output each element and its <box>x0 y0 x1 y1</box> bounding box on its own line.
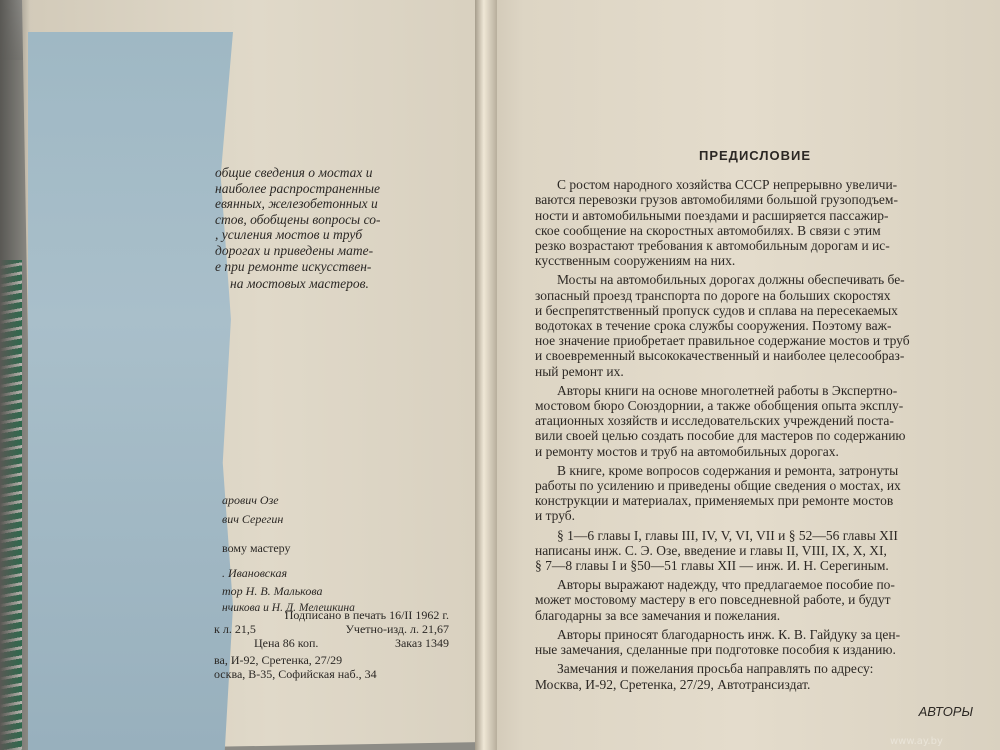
imprint-order: Заказ 1349 <box>394 636 449 650</box>
text-line: зопасный проезд транспорта по дороге на больших скоростях <box>535 287 891 303</box>
text-line: ности и автомобильными поездами и расширяется пассажир- <box>535 207 889 223</box>
credit-tech-editor: тор Н. В. Малькова <box>222 584 323 598</box>
text-line: конструкции и материалах, применяемых при ремонте мостов <box>535 493 894 509</box>
preface-paragraph <box>535 272 975 378</box>
text-line: Авторы книги на основе многолетней работы в Экспертно- <box>557 382 898 398</box>
left-line: общие сведения о мостах и <box>215 165 373 180</box>
text-line: С ростом народного хозяйства СССР непрерывно увеличи- <box>557 177 898 193</box>
text-line: ное значение приобретает правильное содержание мостов и труб <box>535 333 910 349</box>
authors-signature: АВТОРЫ <box>918 703 973 719</box>
preface <box>535 148 975 719</box>
text-line: и своевременный высококачественный и наиболее целесообраз- <box>535 348 905 364</box>
preface-title: ПРЕДИСЛОВИЕ <box>699 148 811 163</box>
imprint-address-2: осква, В-35, Софийская наб., 34 <box>214 667 377 681</box>
audience-line: на мостовых мастеров. <box>230 276 369 291</box>
book-spine-gutter <box>475 0 497 750</box>
text-line: ское сообщение на скоростных автомобилях. В связи с этим <box>535 222 881 238</box>
text-line: и труб. <box>535 508 576 524</box>
preface-paragraph <box>535 383 975 459</box>
imprint-price: Цена 86 коп. <box>254 636 319 650</box>
preface-paragraph <box>535 528 975 574</box>
watermark: www.ay.by <box>890 736 943 747</box>
text-line: § 7—8 главы I и §50—51 главы XII — инж. И. Н. Серегиным. <box>535 558 889 574</box>
imprint-edition-sheets: Учетно-изд. л. 21,67 <box>345 622 449 636</box>
left-line: наиболее распространенные <box>215 180 381 196</box>
text-line: ваются перевозки грузов автомобилями большой грузоподъем- <box>535 192 898 208</box>
text-line: ный ремонт их. <box>535 363 624 379</box>
imprint-row <box>214 653 449 667</box>
text-line: В книге, кроме вопросов содержания и ремонта, затронуты <box>557 462 899 478</box>
edge-shadow <box>0 0 30 750</box>
preface-paragraph <box>535 661 975 691</box>
imprint-sheets: к л. 21,5 <box>214 622 256 636</box>
text-line: работы по усилению и приведены общие сведения о мостах, их <box>535 478 901 494</box>
text-line: Москва, И-92, Сретенка, 27/29, Автотрансиздат. <box>535 676 811 692</box>
preface-paragraph <box>535 463 975 524</box>
text-line: водотоках в течение срока службы сооружения. Поэтому важ- <box>535 318 892 334</box>
text-line: мостовом бюро Союздорнии, а также обобщения опыта эксплу- <box>535 398 904 414</box>
imprint-address-1: ва, И-92, Сретенка, 27/29 <box>214 653 343 667</box>
left-line: дорогах и приведены мате- <box>215 242 374 258</box>
credit-author-2: вич Серегин <box>222 512 284 526</box>
preface-paragraph <box>535 627 975 657</box>
left-line: , усиления мостов и труб <box>215 227 363 243</box>
text-line: атационных хозяйств и исследовательских учреждений поста- <box>535 413 894 429</box>
left-line: евянных, железобетонных и <box>215 196 378 212</box>
text-line: § 1—6 главы I, главы III, IV, V, VI, VII и § 52—56 главы XII <box>557 527 898 543</box>
credit-proofreaders: нчикова и Н. Д. Мелешкина <box>222 602 355 614</box>
imprint-row <box>214 636 449 650</box>
text-line: Замечания и пожелания просьба направлять по адресу: <box>557 661 874 677</box>
text-line: Авторы приносят благодарность инж. К. В. Гайдуку за цен- <box>557 626 901 642</box>
text-line: резко возрастают требования к автомобильным дорогам и ис- <box>535 238 890 254</box>
left-page-annotation <box>215 165 395 274</box>
torn-blue-flyleaf <box>28 32 233 750</box>
credit-author-1: арович Озе <box>222 493 279 507</box>
left-line: стов, обобщены вопросы со- <box>215 211 381 227</box>
credit-editor: . Ивановская <box>222 566 288 580</box>
imprint-row <box>214 608 449 622</box>
text-line: Авторы выражают надежду, что предлагаемое пособие по- <box>557 577 895 593</box>
text-line: может мостовому мастеру в его повседневной работе, и будут <box>535 592 891 608</box>
text-line: написаны инж. С. Э. Озе, введение и главы II, VIII, IX, X, XI, <box>535 542 887 558</box>
text-line: и беспрепятственный пропуск судов и сплава на пересекаемых <box>535 302 898 318</box>
imprint-block <box>214 608 449 681</box>
text-line: благодарны за все замечания и пожелания. <box>535 607 781 623</box>
text-line: вили своей целью создать пособие для мастеров по содержанию <box>535 428 906 444</box>
text-line: Мосты на автомобильных дорогах должны обеспечивать бе- <box>557 272 905 288</box>
preface-paragraph <box>535 577 975 623</box>
preface-paragraph <box>535 177 975 268</box>
credit-book-title: вому мастеру <box>222 541 291 555</box>
text-line: ные замечания, сделанные при подготовке пособия к изданию. <box>535 642 896 658</box>
imprint-row <box>214 622 449 636</box>
imprint-row <box>214 667 449 681</box>
text-line: и ремонту мостов и труб на автомобильных дорогах. <box>535 443 839 459</box>
imprint-signed: Подписано в печать 16/II 1962 г. <box>284 608 449 622</box>
left-line: е при ремонте искусствен- <box>215 258 372 274</box>
text-line: кусственным сооружениям на них. <box>535 253 736 269</box>
